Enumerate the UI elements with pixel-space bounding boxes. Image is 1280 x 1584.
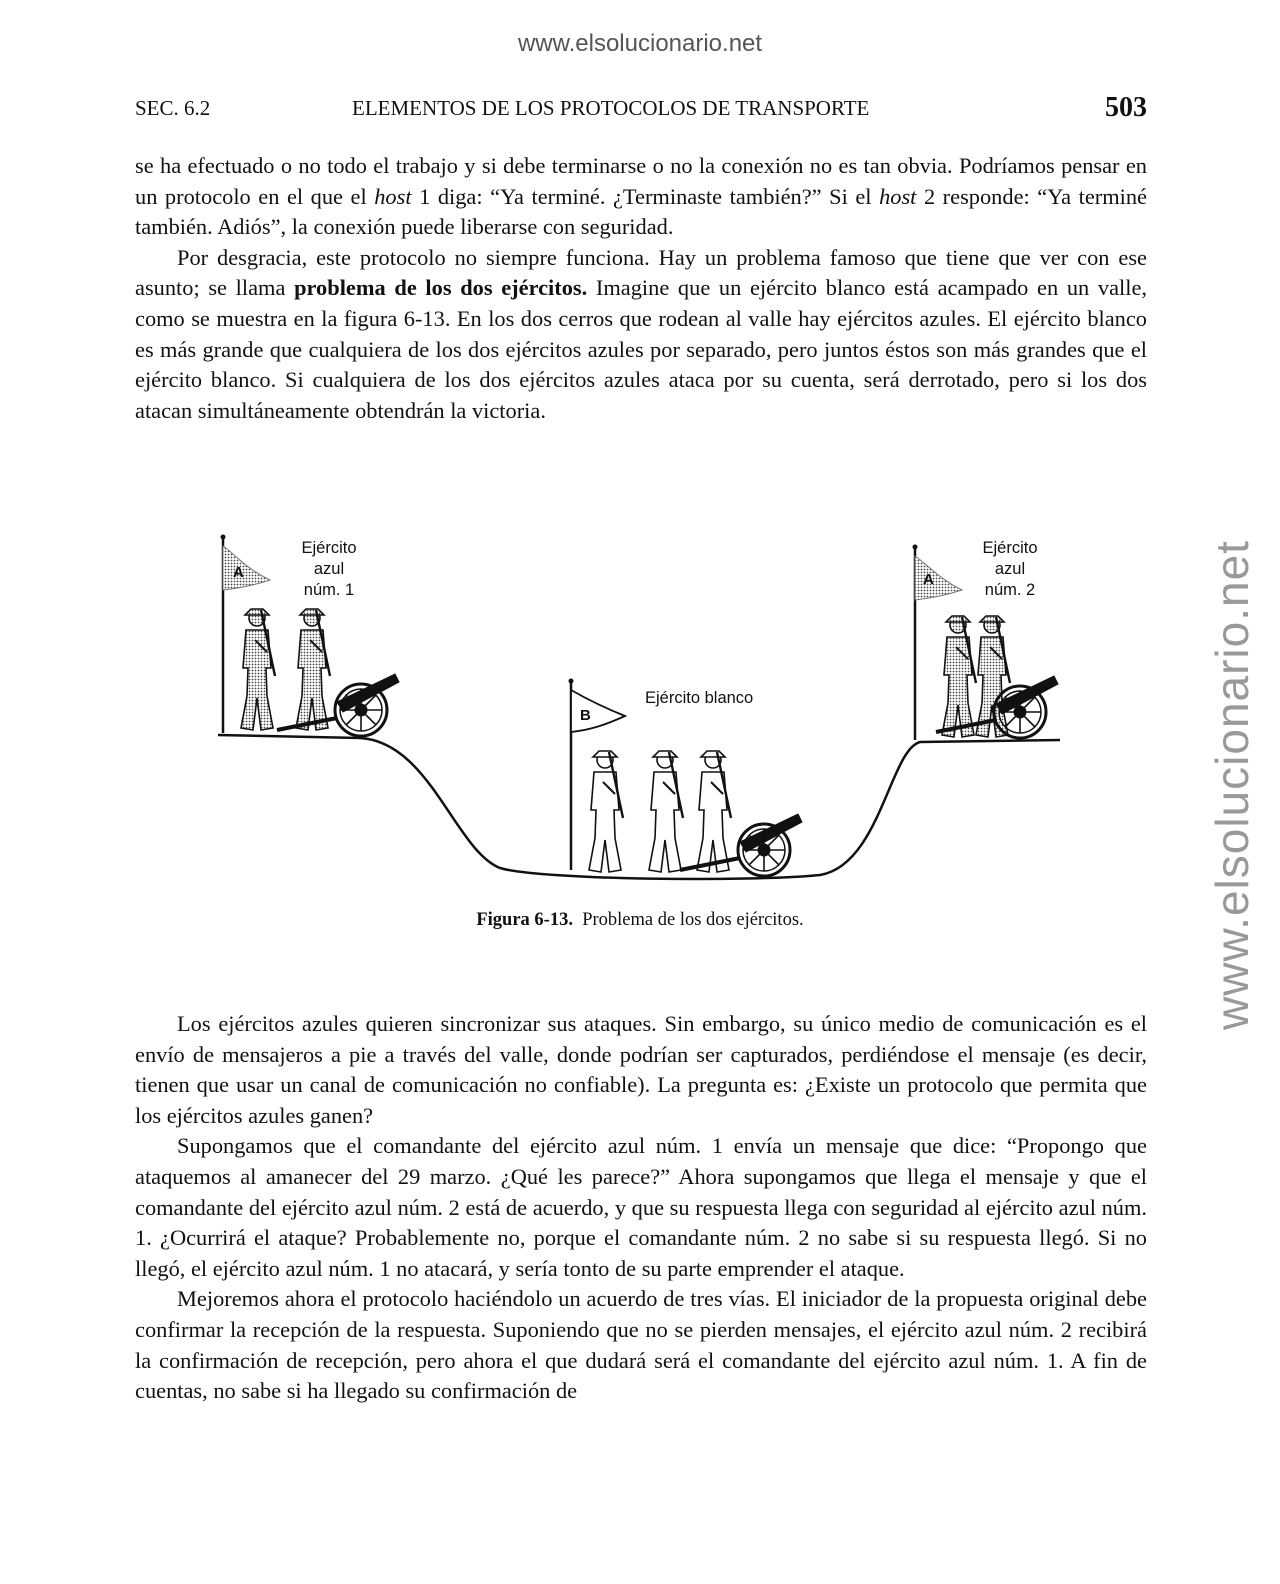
white-soldier-icon: [697, 751, 731, 872]
paragraph-4: Supongamos que el comandante del ejército azul núm. 1 envía un mensaje que dice: “Propongo que ataquemos al amanecer del 29 marzo. ¿Qué les parece?” Ahora supongamos que llega el mensaje y que el comandante del ejército azul núm. 2 está de acuerdo, y que su respuesta llega con seguridad al ejército azul núm. 1. ¿Ocurrirá el ataque? Probablemente no, porque el comandante núm. 2 no sabe si su respuesta llegó. Si no llegó, el ejército azul núm. 1 no atacará, y sería tonto de su parte emprender el ataque.: [135, 1133, 1147, 1281]
page-number: 503: [1105, 92, 1147, 123]
paragraph-5: Mejoremos ahora el protocolo haciéndolo un acuerdo de tres vías. El iniciador de la propuesta original debe confirmar la recepción de la respuesta. Suponiendo que no se pierden mensajes, el ejército azul núm. 2 recibirá la confirmación de recepción, pero ahora el que dudará será el comandante del ejército azul núm. 1. A fin de cuentas, no sabe si ha llegado su confirmación de: [135, 1286, 1147, 1404]
right-army-label-1: Ejército: [982, 539, 1038, 557]
flag-letter-right: A: [923, 571, 934, 588]
blue-army-2: [913, 539, 1059, 740]
paragraph-1: se ha efectuado o no todo el trabajo y si debe terminarse o no la conexión no es tan obvia. Podríamos pensar en un protocolo en el que el host 1 diga: “Ya terminé. ¿Terminaste también?” Si el host 2 responde: “Ya terminé también. Adiós”, la conexión puede liberarse con seguridad.: [135, 153, 1147, 240]
white-soldier-icon: [589, 751, 623, 872]
cannon-icon: [680, 814, 802, 876]
two-armies-figure: [200, 520, 1080, 900]
body-text-top: [135, 151, 1147, 426]
side-watermark: www.elsolucionario.net: [1206, 540, 1258, 1030]
white-army: [569, 679, 803, 877]
blue-soldier-icon: [241, 609, 275, 730]
italic-term: host: [879, 183, 917, 209]
flag-a-left-icon: [223, 546, 270, 590]
cannon-icon: [277, 674, 399, 736]
running-header: [135, 92, 1147, 126]
body-text-bottom: [135, 1009, 1147, 1407]
blue-army-1: [221, 535, 400, 737]
caption-label: Figura 6-13.: [476, 910, 573, 930]
valley-terrain: [218, 735, 1060, 879]
section-number: SEC. 6.2: [135, 96, 211, 120]
blue-soldier-icon: [296, 609, 330, 730]
chapter-title: ELEMENTOS DE LOS PROTOCOLOS DE TRANSPORTE: [352, 96, 870, 120]
right-army-label-2: azul: [994, 560, 1026, 578]
flag-letter-left: A: [233, 564, 244, 581]
figure-caption: [0, 910, 1280, 931]
left-army-label-3: núm. 1: [303, 581, 355, 599]
paragraph-2: Por desgracia, este protocolo no siempre funciona. Hay un problema famoso que tiene que ver con ese asunto; se llama problema de los dos ejércitos. Imagine que un ejército blanco está acampado en un valle, como se muestra en la figura 6-13. En los dos cerros que rodean al valle hay ejércitos azules. El ejército blanco es más grande que cualquiera de los dos ejércitos azules por separado, pero juntos éstos son más grandes que el ejército blanco. Si cualquiera de los dos ejércitos azules ataca por su cuenta, será derrotado, pero si los dos atacan simultáneamente obtendrán la victoria.: [135, 244, 1147, 423]
white-army-label: Ejército blanco: [645, 689, 754, 707]
white-soldier-icon: [649, 751, 683, 872]
blue-soldier-icon: [942, 616, 976, 737]
italic-term: host: [374, 183, 412, 209]
paragraph-3: Los ejércitos azules quieren sincronizar sus ataques. Sin embargo, su único medio de comunicación es el envío de mensajeros a pie a través del valle, donde podrían ser capturados, perdiéndose el mensaje (es decir, tienen que usar un canal de comunicación no confiable). La pregunta es: ¿Existe un protocolo que permita que los ejércitos azules ganen?: [135, 1011, 1147, 1128]
bold-term: problema de los dos ejércitos.: [294, 275, 588, 301]
left-army-label-2: azul: [313, 560, 345, 578]
right-army-label-3: núm. 2: [984, 581, 1036, 599]
top-watermark: www.elsolucionario.net: [517, 30, 763, 57]
caption-text: Problema de los dos ejércitos.: [582, 910, 804, 930]
flag-letter-center: B: [580, 707, 591, 724]
left-army-label-1: Ejército: [301, 539, 357, 557]
